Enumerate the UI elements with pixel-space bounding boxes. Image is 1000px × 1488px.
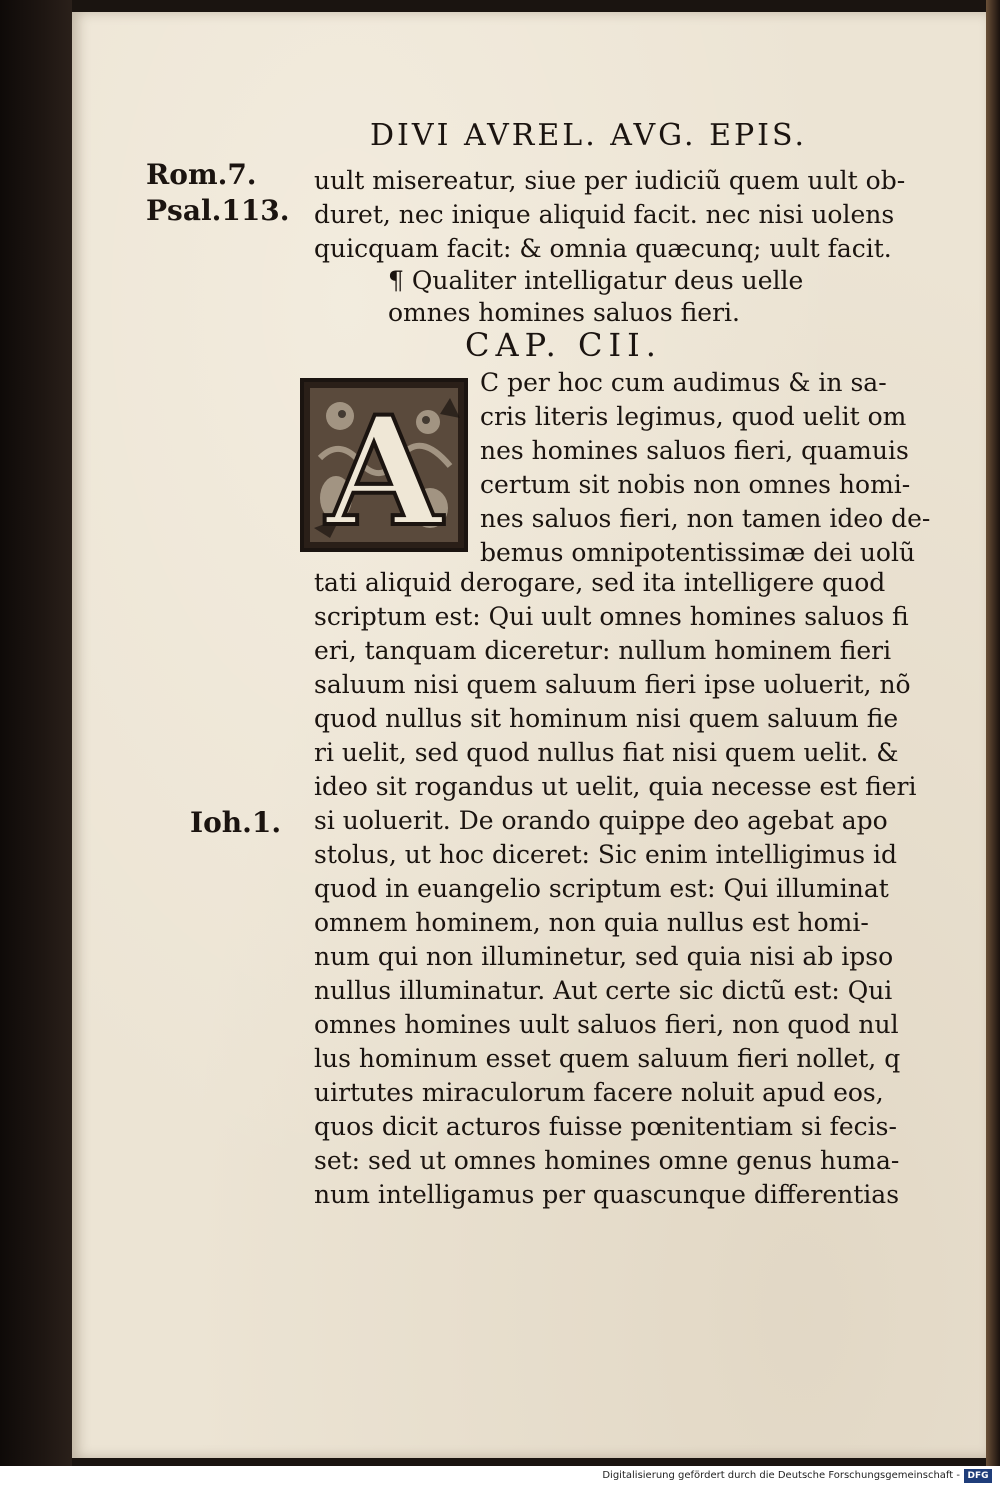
marginal-note-ioh: Ioh.1. xyxy=(190,806,282,839)
body-line-3: nes homines saluos fieri, quamuis xyxy=(480,436,909,465)
body-line-6: bemus omnipotentissimæ dei uolũ xyxy=(480,538,916,567)
body-line-11: quod nullus sit hominum nisi quem saluum fie xyxy=(314,704,899,733)
marginal-note-rom: Rom.7. xyxy=(146,158,257,191)
opening-line-2: duret, nec inique aliquid facit. nec nisi uolens xyxy=(314,200,895,229)
running-head: DIVI AVREL. AVG. EPIS. xyxy=(370,118,808,153)
svg-text:A: A xyxy=(325,384,443,552)
footer-credit-bar xyxy=(0,1466,1000,1488)
footer-credit-text: Digitalisierung gefördert durch die Deutsche Forschungsgemeinschaft - xyxy=(602,1470,960,1481)
body-line-1: C per hoc cum audimus & in sa- xyxy=(480,368,887,397)
body-line-18: num qui non illuminetur, sed quia nisi ab ipso xyxy=(314,942,894,971)
decorated-initial-letter xyxy=(300,378,468,552)
body-line-2: cris literis legimus, quod uelit om xyxy=(480,402,907,431)
body-line-19: nullus illuminatur. Aut certe sic dictũ est: Qui xyxy=(314,976,893,1005)
body-line-13: ideo sit rogandus ut uelit, quia necesse est fieri xyxy=(314,772,917,801)
body-line-4: certum sit nobis non omnes homi- xyxy=(480,470,911,499)
body-line-7: tati aliquid derogare, sed ita intelligere quod xyxy=(314,568,886,597)
opening-line-1: uult misereatur, siue per iudiciũ quem uult ob- xyxy=(314,166,906,195)
body-line-5: nes saluos fieri, non tamen ideo de- xyxy=(480,504,931,533)
book-gutter-left xyxy=(0,0,72,1466)
dfg-logo: DFG xyxy=(964,1469,992,1483)
body-line-10: saluum nisi quem saluum fieri ipse uoluerit, nõ xyxy=(314,670,911,699)
book-edge-right xyxy=(986,0,1000,1466)
opening-line-3: quicquam facit: & omnia quæcunq; uult facit. xyxy=(314,234,892,263)
body-line-25: num intelligamus per quascunque differentias xyxy=(314,1180,900,1209)
body-line-22: uirtutes miraculorum facere noluit apud eos, xyxy=(314,1078,884,1107)
body-line-9: eri, tanquam diceretur: nullum hominem fieri xyxy=(314,636,892,665)
body-line-20: omnes homines uult saluos fieri, non quod nul xyxy=(314,1010,899,1039)
body-line-23: quos dicit acturos fuisse pœnitentiam si fecis- xyxy=(314,1112,897,1141)
body-line-21: lus hominum esset quem saluum fieri nollet, q xyxy=(314,1044,901,1073)
body-line-12: ri uelit, sed quod nullus fiat nisi quem uelit. & xyxy=(314,738,899,767)
marginal-note-psal: Psal.113. xyxy=(146,194,290,227)
body-line-16: quod in euangelio scriptum est: Qui illuminat xyxy=(314,874,889,903)
chapter-title-line-1: ¶ Qualiter intelligatur deus uelle xyxy=(388,266,804,295)
body-line-17: omnem hominem, non quia nullus est homi- xyxy=(314,908,869,937)
chapter-number: CAP. CII. xyxy=(465,326,662,364)
body-line-8: scriptum est: Qui uult omnes homines saluos fi xyxy=(314,602,909,631)
body-line-24: set: sed ut omnes homines omne genus huma- xyxy=(314,1146,900,1175)
body-line-14: si uoluerit. De orando quippe deo agebat apo xyxy=(314,806,888,835)
body-line-15: stolus, ut hoc diceret: Sic enim intelligimus id xyxy=(314,840,898,869)
chapter-title-line-2: omnes homines saluos fieri. xyxy=(388,298,740,327)
